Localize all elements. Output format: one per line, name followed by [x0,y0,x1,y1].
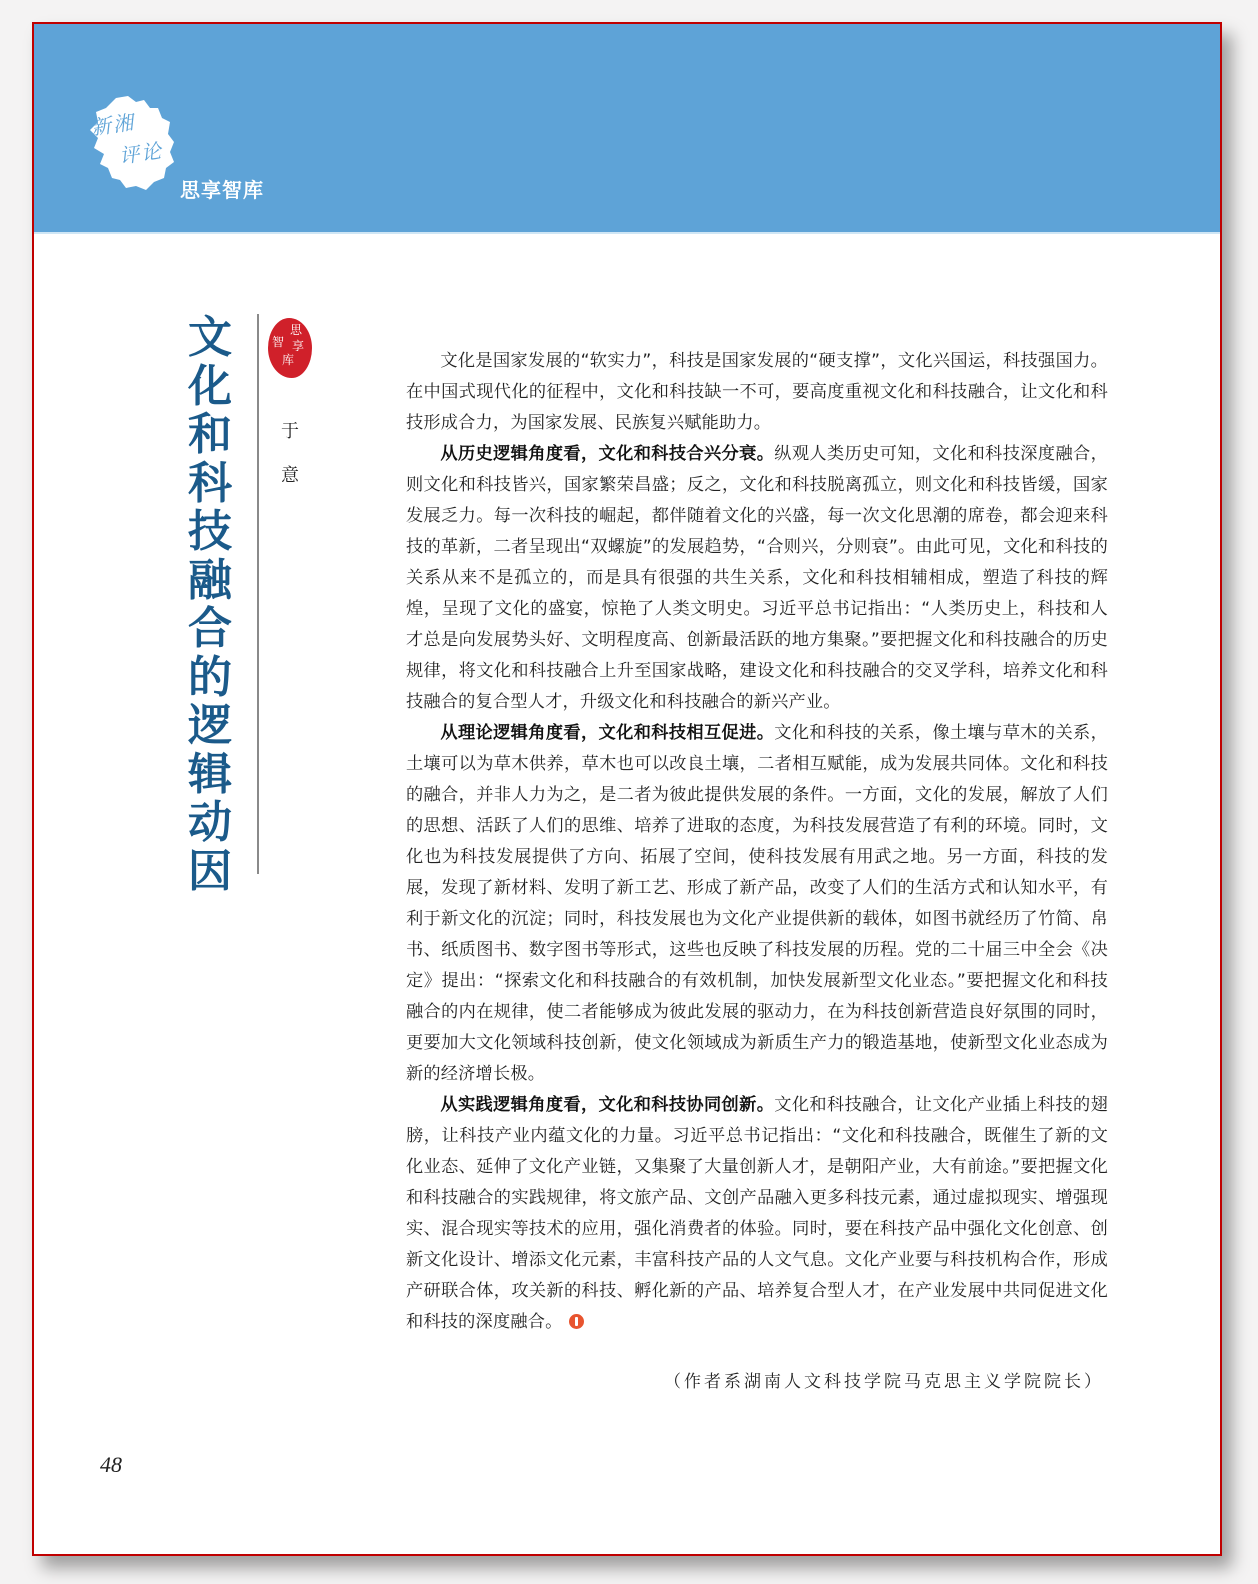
title-char: 因 [188,845,232,897]
title-char: 文 [188,312,232,363]
paragraph-lead: 从实践逻辑角度看，文化和科技协同创新。 [440,1095,775,1115]
page-number: 48 [100,1452,122,1477]
author-name [278,410,302,498]
section-label: 思享智库 [180,178,264,202]
paragraph-historical-logic: 从历史逻辑角度看，文化和科技合兴分衰。纵观人类历史可知，文化和科技深度融合，则文化和科技皆兴，国家繁荣昌盛；反之，文化和科技脱离孤立，则文化和科技皆缓，国家发展乏力。每一次科技的崛起，都伴随着文化的兴盛，每一次文化思潮的席卷，都会迎来科技的革新，二者呈现出“双螺旋”的发展趋势，“合则兴，分则衰”。由此可见，文化和科技的关系从来不是孤立的，而是具有很强的共生关系，文化和科技相辅相成，塑造了科技的辉煌，呈现了文化的盛宴，惊艳了人类文明史。习近平总书记指出：“人类历史上，科技和人才总是向发展势头好、文明程度高、创新最活跃的地方集聚。”要把握文化和科技融合的历史规律，将文化和科技融合上升至国家战略，建设文化和科技融合的交叉学科，培养文化和科技融合的复合型人才，升级文化和科技融合的新兴产业。 [406,444,1108,712]
title-char: 合 [188,603,232,654]
paragraph-lead: 从历史逻辑角度看，文化和科技合兴分衰。 [440,444,775,464]
title-char: 融 [188,554,232,606]
paragraph-lead: 从理论逻辑角度看，文化和科技相互促进。 [440,723,775,743]
paragraph-practical-logic: 从实践逻辑角度看，文化和科技协同创新。文化和科技融合，让文化产业插上科技的翅膀，让科技产业内蕴文化的力量。习近平总书记指出：“文化和科技融合，既催生了新的文化业态、延伸了文化产业链，又集聚了大量创新人才，是朝阳产业，大有前途。”要把握文化和科技融合的实践规律，将文旅产品、文创产品融入更多科技元素，通过虚拟现实、增强现实、混合现实等技术的应用，强化消费者的体验。同时，要在科技产品中强化文化创意、创新文化设计、增添文化元素，丰富科技产品的人文气息。文化产业要与科技机构合作，形成产研联合体，攻关新的科技、孵化新的产品、培养复合型人才，在产业发展中共同促进文化和科技的深度融合。 [406,1095,1108,1332]
magazine-page [32,22,1222,1556]
title-char: 动 [188,797,232,848]
author-char: 于 [281,421,299,442]
column-seal-icon: 思 智 享 库 [268,318,312,378]
title-char: 化 [188,360,232,412]
end-of-article-mark-icon [569,1314,584,1329]
author-char: 意 [281,465,299,486]
title-char: 辑 [188,748,232,800]
title-char: 和 [188,409,232,460]
title-divider [257,314,259,874]
paragraph-intro: 文化是国家发展的“软实力”，科技是国家发展的“硬支撑”，文化兴国运，科技强国力。在中国式现代化的征程中，文化和科技缺一不可，要高度重视文化和科技融合，让文化和科技形成合力，为国家发展、民族复兴赋能助力。 [406,351,1108,433]
title-char: 科 [188,457,232,509]
article-body [406,346,1108,1338]
logo-text-line2: 评论 [117,138,165,169]
paragraph-theoretical-logic: 从理论逻辑角度看，文化和科技相互促进。文化和科技的关系，像土壤与草木的关系，土壤可以为草木供养，草木也可以改良土壤，二者相互赋能，成为发展共同体。文化和科技的融合，并非人力为之，是二者为彼此提供发展的条件。一方面，文化的发展，解放了人们的思想、活跃了人们的思维、培养了进取的态度，为科技发展营造了有利的环境。同时，文化也为科技发展提供了方向、拓展了空间，使科技发展有用武之地。另一方面，科技的发展，发现了新材料、发明了新工艺、形成了新产品，改变了人们的生活方式和认知水平，有利于新文化的沉淀；同时，科技发展也为文化产业提供新的载体，如图书就经历了竹简、帛书、纸质图书、数字图书等形式，这些也反映了科技发展的历程。党的二十届三中全会《决定》提出：“探索文化和科技融合的有效机制，加快发展新型文化业态。”要把握文化和科技融合的内在规律，使二者能够成为彼此发展的驱动力，在为科技创新营造良好氛围的同时，更要加大文化领域科技创新，使文化领域成为新质生产力的锻造基地，使新型文化业态成为新的经济增长极。 [406,723,1108,1084]
header-band [34,24,1220,234]
article-title [180,314,240,896]
title-char: 技 [188,506,232,557]
title-char: 的 [188,651,232,703]
author-byline: （作者系湖南人文科技学院马克思主义学院院长） [664,1372,1104,1392]
logo-text-line1: 新湘 [89,109,137,140]
magazine-logo-text [86,104,185,186]
title-char: 逻 [188,700,232,751]
